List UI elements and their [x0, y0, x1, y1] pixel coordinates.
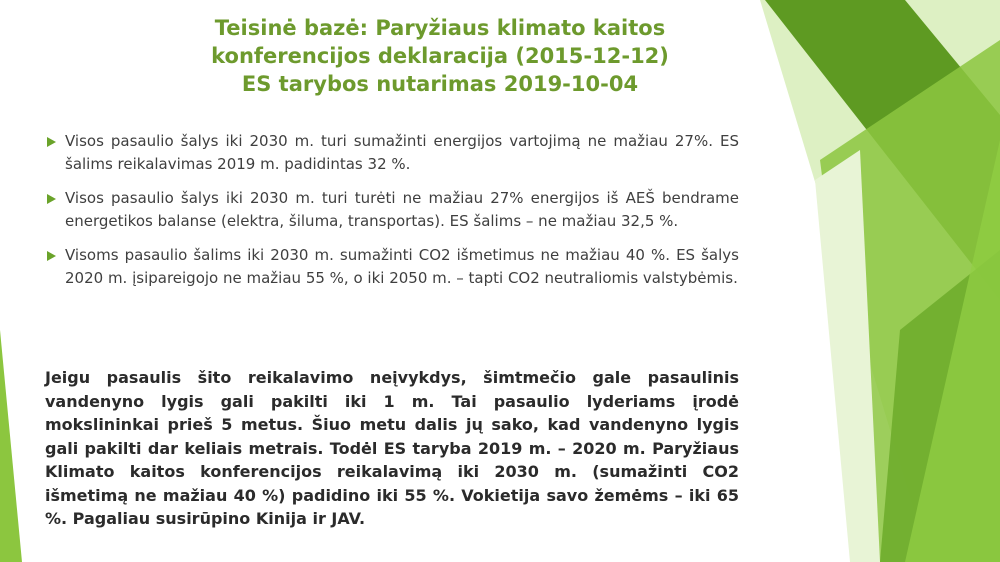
arrow-bullet-icon	[47, 194, 56, 204]
bullet-item	[47, 187, 739, 233]
bullet-text: Visos pasaulio šalys iki 2030 m. turi sumažinti energijos vartojimą ne mažiau 27%. ES šalims reikalavimas 2019 m. padidintas 32 %.	[65, 132, 739, 173]
bullet-text: Visoms pasaulio šalims iki 2030 m. sumažinti CO2 išmetimus ne mažiau 40 %. ES šalys 2020 m. įsipareigojo ne mažiau 55 %, o iki 2050 m. – tapti CO2 neutraliomis valstybėmis.	[65, 246, 739, 287]
left-bottom-triangle	[0, 330, 22, 562]
title-line-2: konferencijos deklaracija (2015-12-12)	[211, 44, 669, 68]
bullet-item	[47, 244, 739, 290]
arrow-bullet-icon	[47, 251, 56, 261]
title-line-1: Teisinė bazė: Paryžiaus klimato kaitos	[214, 16, 666, 40]
bullet-text: Visos pasaulio šalys iki 2030 m. turi turėti ne mažiau 27% energijos iš AEŠ bendrame energetikos balanse (elektra, šiluma, transportas). ES šalims – ne mažiau 32,5 %.	[65, 189, 739, 230]
bullet-list	[47, 130, 739, 301]
summary-paragraph: Jeigu pasaulis šito reikalavimo neįvykdys, šimtmečio gale pasaulinis vandenyno lygis gali pakilti iki 1 m. Tai pasaulio lyderiams įrodė mokslininkai prieš 5 metus. Šiuo metu dalis jų sako, kad vandenyno lygis gali pakilti dar keliais metrais. Todėl ES taryba 2019 m. – 2020 m. Paryžiaus Klimato kaitos konferencijos reikalavimą iki 2030 m. (sumažinti CO2 išmetimą ne mažiau 40 %) padidino iki 55 %. Vokietija savo žemėms – iki 65 %. Pagaliau susirūpino Kinija ir JAV.	[45, 368, 739, 528]
slide-title	[130, 14, 750, 98]
arrow-bullet-icon	[47, 137, 56, 147]
bullet-item	[47, 130, 739, 176]
title-line-3: ES tarybos nutarimas 2019-10-04	[241, 72, 639, 96]
